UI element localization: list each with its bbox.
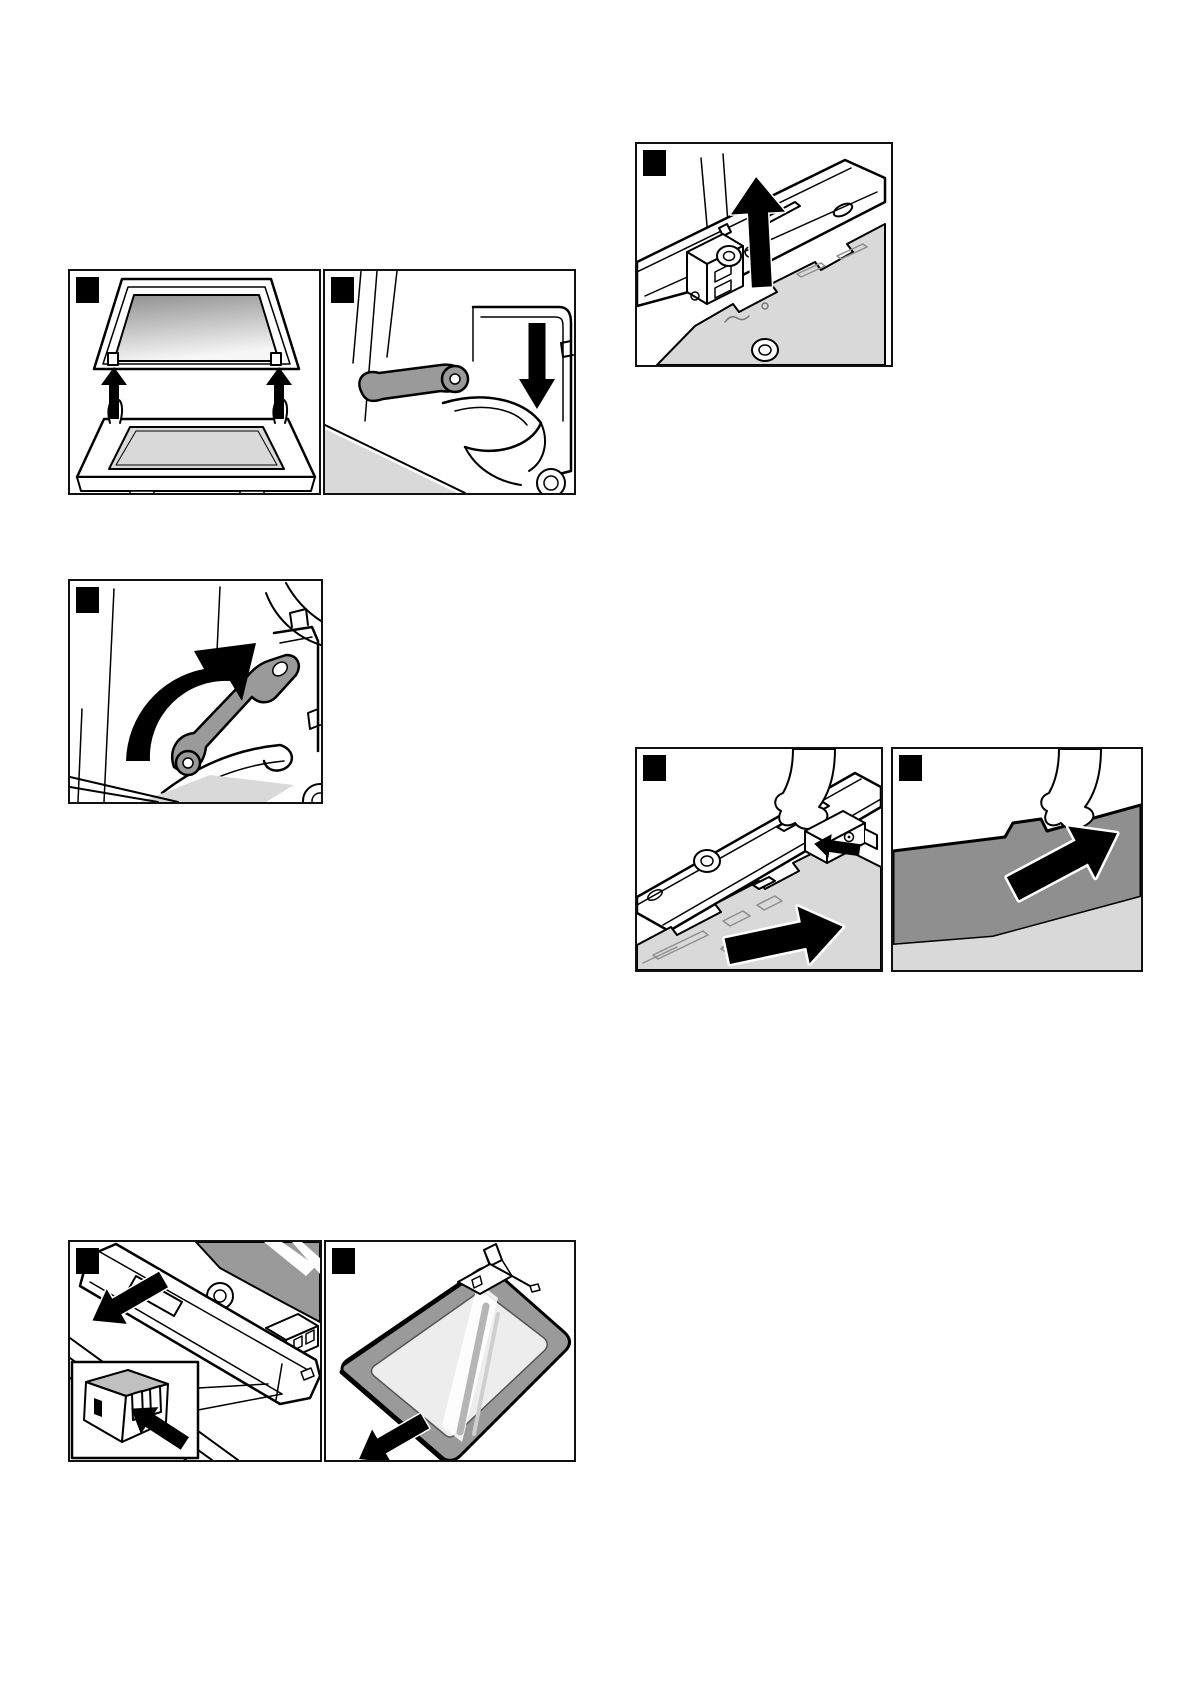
- step-marker: [76, 1248, 99, 1274]
- inner-glass-pane: [109, 427, 284, 469]
- top-profile-lift-illustration: [637, 144, 891, 365]
- panel-inner-pane-remove: [324, 1240, 576, 1462]
- panel-bottom-trim-remove: [68, 1240, 322, 1462]
- panel-door-open-glass: [68, 269, 321, 495]
- step-marker: [899, 755, 922, 781]
- glass-slide-in-illustration: [893, 749, 1141, 970]
- hand: [1041, 749, 1101, 829]
- glass-corner: [325, 429, 457, 493]
- inset-detail: [72, 1362, 198, 1458]
- hand: [775, 749, 835, 829]
- step-marker: [332, 1248, 355, 1274]
- inner-pane-remove-illustration: [326, 1242, 574, 1460]
- panel-glass-slide-in: [891, 747, 1143, 972]
- arrow-up-icon: [266, 367, 292, 419]
- bottom-trim-remove-illustration: [70, 1242, 320, 1460]
- step-marker: [331, 277, 354, 303]
- arrow-down-icon: [519, 323, 555, 409]
- step-marker: [643, 755, 666, 781]
- arrow-up-icon: [101, 367, 127, 419]
- step-marker: [643, 150, 666, 176]
- hinge-lock-rotate-illustration: [70, 581, 321, 802]
- panel-hinge-lock-rotate: [68, 579, 323, 804]
- outer-door-window: [114, 295, 279, 361]
- step-marker: [76, 587, 99, 613]
- hinge-lock-press-illustration: [325, 271, 574, 493]
- glass-clip-insert-illustration: [637, 749, 881, 970]
- step-marker: [76, 277, 99, 303]
- door-open-glass-illustration: [70, 271, 319, 493]
- panel-glass-clip-insert: [635, 747, 883, 972]
- panel-top-profile-lift: [635, 142, 893, 367]
- panel-hinge-lock-press: [323, 269, 576, 495]
